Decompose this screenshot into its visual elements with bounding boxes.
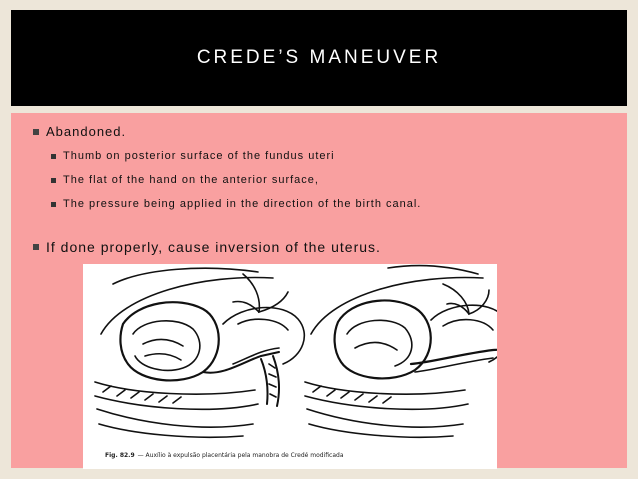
- slide-title: CREDE’S MANEUVER: [196, 47, 442, 68]
- bullet-square-icon: [33, 244, 39, 250]
- figure-caption: [105, 452, 344, 459]
- crede-maneuver-drawing: [83, 264, 497, 449]
- right-panel-drawing: [305, 266, 497, 438]
- caption-text: — Auxílio à expulsão placentária pela manobra de Credé modificada: [137, 452, 344, 459]
- bullet-item: [33, 124, 126, 139]
- bullet-square-icon: [51, 154, 56, 159]
- bullet-square-icon: [51, 178, 56, 183]
- sub-bullet-item: [51, 150, 335, 162]
- left-panel-drawing: [95, 268, 304, 437]
- bullet-text: If done properly, cause inversion of the uterus.: [46, 239, 381, 255]
- bullet-square-icon: [33, 129, 39, 135]
- sub-bullet-item: [51, 198, 421, 210]
- sub-bullet-text: The flat of the hand on the anterior surface,: [63, 174, 319, 186]
- bullet-text: Abandoned.: [46, 124, 127, 139]
- bullet-item: [33, 239, 381, 255]
- medical-illustration: [83, 264, 497, 469]
- sub-bullet-text: The pressure being applied in the direction of the birth canal.: [63, 198, 422, 210]
- bullet-square-icon: [51, 202, 56, 207]
- sub-bullet-text: Thumb on posterior surface of the fundus uteri: [63, 150, 335, 162]
- caption-number: Fig. 82.9: [105, 452, 135, 459]
- sub-bullet-item: [51, 174, 319, 186]
- title-bar: [11, 10, 627, 106]
